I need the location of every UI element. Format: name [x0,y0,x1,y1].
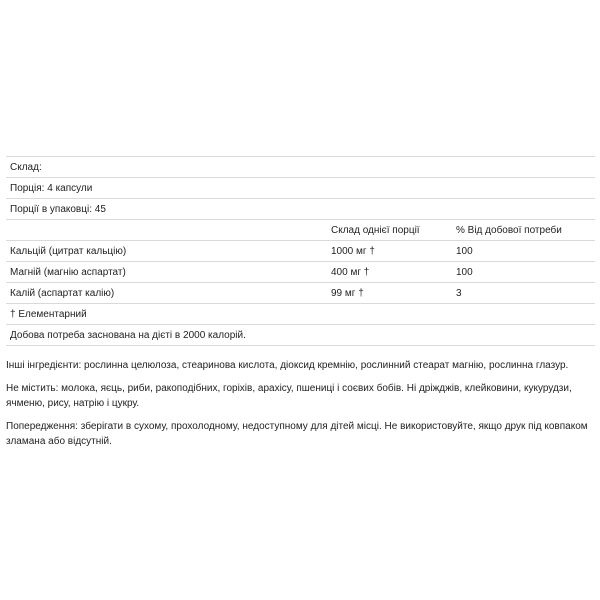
warning-text: Попередження: зберігати в сухому, прохолодному, недоступному для дітей місці. Не використовуйте, якщо друк під ковпаком зламана або відсутній. [6,421,588,447]
composition-label-row [6,157,595,178]
header-amount: Склад однієї порції [331,224,420,236]
other-ingredients-text: Інші інгредієнти: рослинна целюлоза, стеаринова кислота, діоксид кремнію, рослинний стеарат магнію, рослинна глазур. [6,360,569,371]
nutrient-daily-value: 100 [456,266,473,278]
nutrient-daily-value: 100 [456,245,473,257]
servings-per-container: Порції в упаковці: 45 [10,203,106,215]
table-header-row [6,220,595,241]
supplement-facts-table [6,156,595,346]
table-row [6,262,595,283]
footnote-diet-row [6,325,595,346]
footnote-diet: Добова потреба заснована на дієті в 2000 калорій. [10,329,246,341]
header-daily-value: % Від добової потреби [456,224,562,236]
nutrient-amount: 400 мг † [331,266,370,278]
servings-per-container-row [6,199,595,220]
nutrient-name: Калій (аспартат калію) [10,287,115,299]
footnote-elemental-row [6,304,595,325]
free-of-text: Не містить: молока, яєць, риби, ракоподібних, горіхів, арахісу, пшениці і соєвих бобів. Ні дріжджів, клейковини, кукурудзи, ячменю, рису, натрію і цукру. [6,383,572,409]
composition-label: Склад: [10,161,42,173]
nutrient-name: Магній (магнію аспартат) [10,266,126,278]
table-row [6,241,595,262]
nutrient-daily-value: 3 [456,287,462,299]
product-notes [6,358,592,457]
serving-size: Порція: 4 капсули [10,182,93,194]
footnote-elemental: † Елементарний [10,308,87,320]
serving-size-row [6,178,595,199]
nutrient-name: Кальцій (цитрат кальцію) [10,245,127,257]
table-row [6,283,595,304]
nutrient-amount: 1000 мг † [331,245,375,257]
nutrient-amount: 99 мг † [331,287,364,299]
